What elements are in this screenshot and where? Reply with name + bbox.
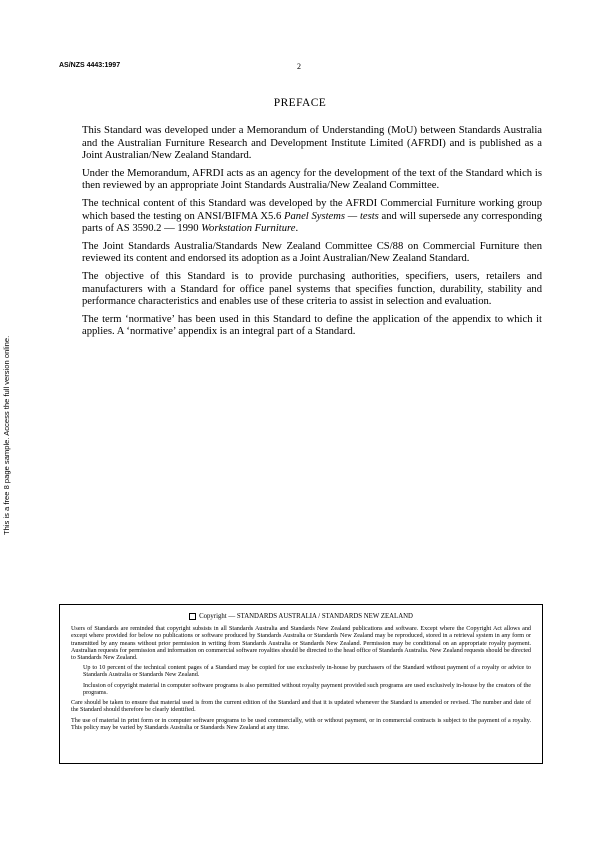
copyright-symbol-icon	[189, 613, 196, 620]
paragraph: The Joint Standards Australia/Standards New Zealand Committee CS/88 on Commercial Furniture then reviewed its content and endorsed its adoption as a Joint Australian/New Zealand Standard.	[82, 240, 542, 265]
paragraph-emphasis: Panel Systems — tests	[284, 210, 379, 222]
paragraph-text: The technical content of this Standard was developed by the AFRDI Commercial Furniture working group which based the testing on ANSI/BIFMA X5.6	[82, 197, 542, 222]
copyright-box	[59, 604, 543, 764]
page-number: 2	[297, 62, 301, 71]
copyright-paragraph: Care should be taken to ensure that material used is from the current edition of the Standard and that it is updated whenever the Standard is amended or revised. The number and date of the Standard should therefore be clearly identified.	[71, 700, 531, 714]
side-notice	[2, 275, 14, 535]
copyright-paragraph: Inclusion of copyright material in computer software programs is also permitted without royalty payment provided such programs are used exclusively in-house by the creators of the programs.	[83, 682, 531, 696]
paragraph: This Standard was developed under a Memorandum of Understanding (MoU) between Standards Australia and the Australian Furniture Research and Development Institute Limited (AFRDI) and is published as a Joint Australian/New Zealand Standard.	[82, 125, 542, 162]
paragraph-emphasis: Workstation Furniture	[201, 223, 296, 235]
copyright-paragraph: Users of Standards are reminded that copyright subsists in all Standards Australia and Standards New Zealand publications and software. Except where the Copyright Act allows and except where provided for below no publications or software produced by Standards Australia or Standards New Zealand may be reproduced, stored in a retrieval system in any form or transmitted by any means without prior permission in writing from Standards Australia or Standards New Zealand. Permission may be conditional on an appropriate royalty payment. Australian requests for permission and information on commercial software royalties should be directed to the head office of Standards Australia. New Zealand requests should be directed to Standards New Zealand.	[71, 626, 531, 662]
paragraph: Under the Memorandum, AFRDI acts as an agency for the development of the text of the Standard which is then reviewed by an appropriate Joint Standards Australia/New Zealand Committee.	[82, 167, 542, 192]
copyright-heading	[71, 613, 531, 620]
preface-body	[82, 125, 542, 344]
paragraph-text: .	[295, 223, 299, 235]
page-title: PREFACE	[273, 97, 327, 109]
side-notice-text: This is a free 8 page sample. Access the full version online.	[2, 335, 11, 535]
copyright-paragraph: The use of material in print form or in computer software programs to be used commercially, with or without payment, or in commercial contracts is subject to the payment of a royalty. This policy may be varied by Standards Australia or Standards New Zealand at any time.	[71, 717, 531, 731]
paragraph-text: and will supersede any corresponding parts of AS 3590.2 — 1990	[82, 210, 542, 235]
copyright-heading-text: Copyright — STANDARDS AUSTRALIA / STANDARDS NEW ZEALAND	[199, 613, 413, 621]
paragraph: The term ‘normative’ has been used in this Standard to define the application of the appendix to which it applies. A ‘normative’ appendix is an integral part of a Standard.	[82, 313, 542, 338]
paragraph: The objective of this Standard is to provide purchasing authorities, specifiers, users, retailers and manufacturers with a Standard for office panel systems that specifies function, durability, stability and performance characteristics and enables use of these criteria to assist in selection and evaluation.	[82, 270, 542, 308]
standard-reference: AS/NZS 4443:1997	[59, 62, 121, 69]
copyright-paragraph: Up to 10 percent of the technical content pages of a Standard may be copied for use exclusively in-house by purchasers of the Standard without payment of a royalty or advice to Standards Australia or Standards New Zealand.	[83, 665, 531, 679]
paragraph	[82, 198, 542, 236]
